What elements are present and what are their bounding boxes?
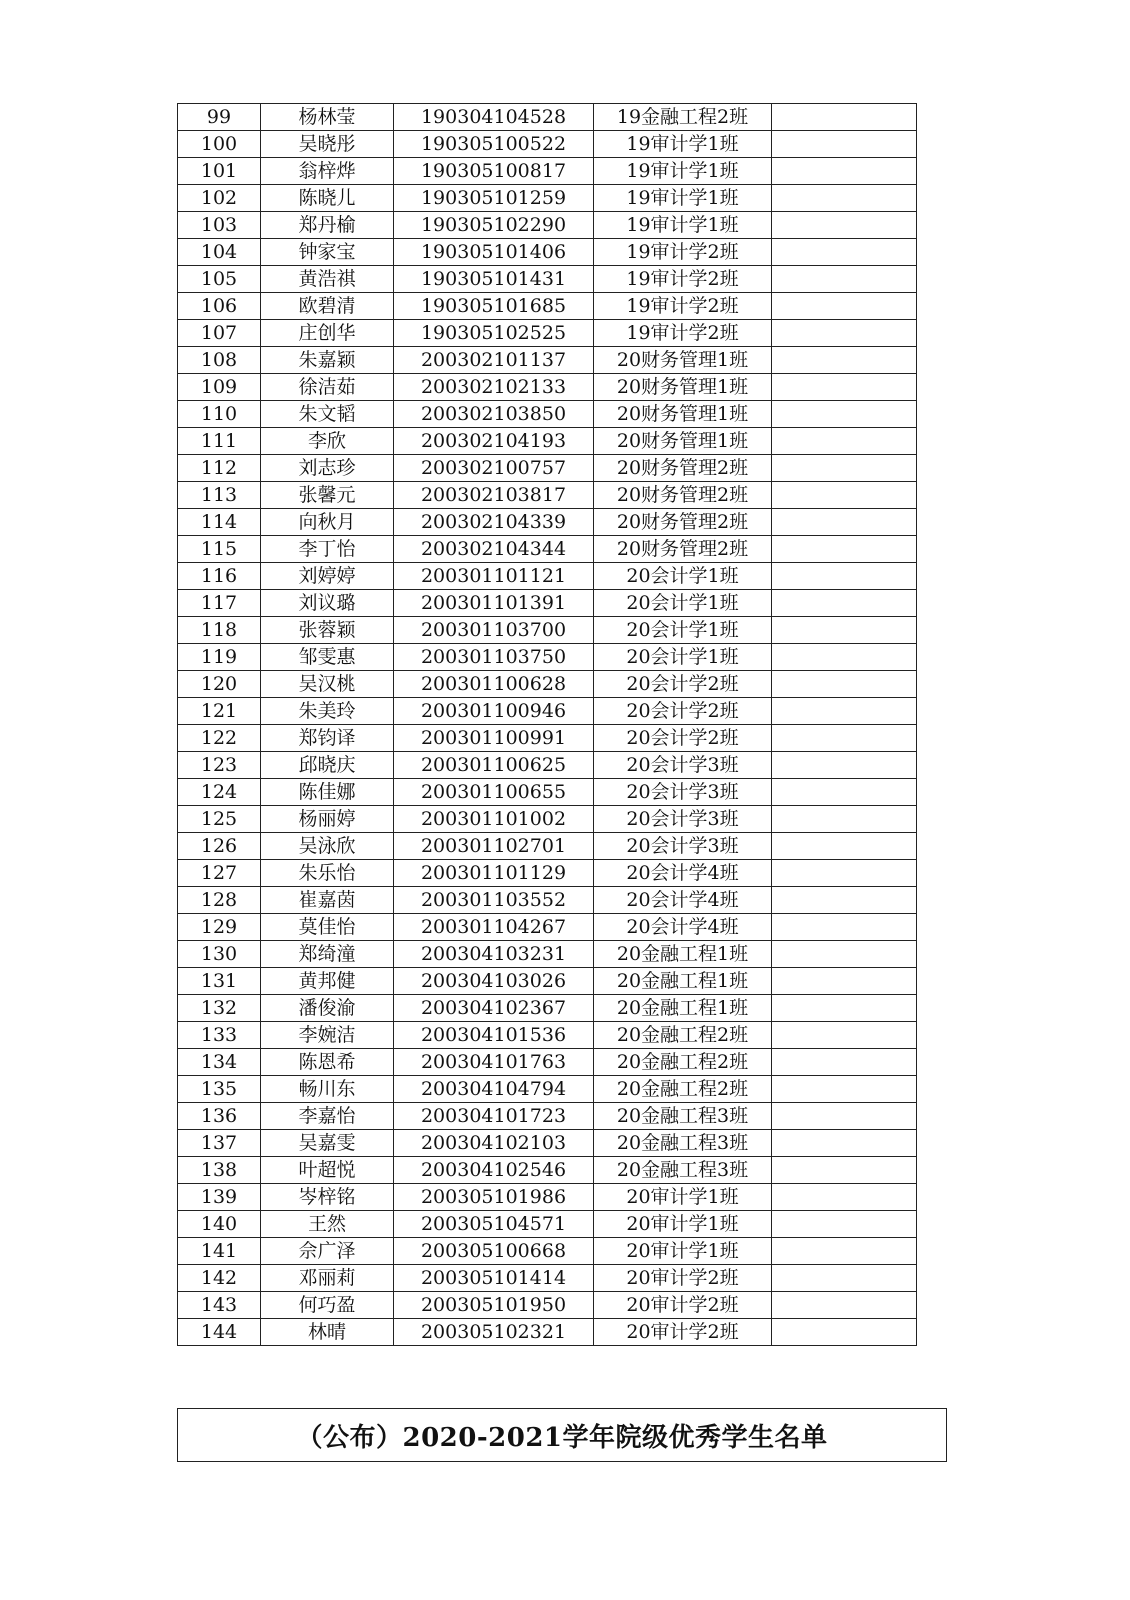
student-id-cell: 190304104528 bbox=[394, 104, 594, 131]
table-row bbox=[178, 347, 917, 374]
table-row bbox=[178, 725, 917, 752]
student-id-cell: 200304104794 bbox=[394, 1076, 594, 1103]
table-row bbox=[178, 968, 917, 995]
class-name-cell: 20财务管理1班 bbox=[594, 401, 772, 428]
student-id-cell: 200305100668 bbox=[394, 1238, 594, 1265]
class-name-cell: 19审计学1班 bbox=[594, 158, 772, 185]
remark-cell bbox=[772, 833, 917, 860]
class-name-cell: 20审计学2班 bbox=[594, 1292, 772, 1319]
class-name-cell: 20会计学4班 bbox=[594, 860, 772, 887]
class-name-cell: 19审计学2班 bbox=[594, 320, 772, 347]
table-row bbox=[178, 455, 917, 482]
table-row bbox=[178, 374, 917, 401]
class-name-cell: 20金融工程1班 bbox=[594, 995, 772, 1022]
class-name-cell: 20金融工程1班 bbox=[594, 941, 772, 968]
class-name-cell: 20财务管理2班 bbox=[594, 455, 772, 482]
list-title: （公布）2020-2021学年院级优秀学生名单 bbox=[296, 1422, 828, 1453]
remark-cell bbox=[772, 320, 917, 347]
student-id-cell: 200301101002 bbox=[394, 806, 594, 833]
class-name-cell: 20金融工程2班 bbox=[594, 1049, 772, 1076]
table-row bbox=[178, 185, 917, 212]
student-id-cell: 200301100655 bbox=[394, 779, 594, 806]
class-name-cell: 20会计学1班 bbox=[594, 617, 772, 644]
student-name-cell: 杨林莹 bbox=[261, 104, 394, 131]
row-number-cell: 112 bbox=[178, 455, 261, 482]
row-number-cell: 144 bbox=[178, 1319, 261, 1346]
row-number-cell: 135 bbox=[178, 1076, 261, 1103]
student-id-cell: 190305101431 bbox=[394, 266, 594, 293]
table-row bbox=[178, 509, 917, 536]
remark-cell bbox=[772, 1292, 917, 1319]
row-number-cell: 105 bbox=[178, 266, 261, 293]
table-row bbox=[178, 995, 917, 1022]
student-name-cell: 徐洁茹 bbox=[261, 374, 394, 401]
student-id-cell: 200304101723 bbox=[394, 1103, 594, 1130]
row-number-cell: 116 bbox=[178, 563, 261, 590]
class-name-cell: 19审计学2班 bbox=[594, 239, 772, 266]
row-number-cell: 118 bbox=[178, 617, 261, 644]
row-number-cell: 103 bbox=[178, 212, 261, 239]
remark-cell bbox=[772, 1157, 917, 1184]
class-name-cell: 20金融工程2班 bbox=[594, 1022, 772, 1049]
class-name-cell: 20审计学1班 bbox=[594, 1238, 772, 1265]
row-number-cell: 107 bbox=[178, 320, 261, 347]
remark-cell bbox=[772, 185, 917, 212]
student-id-cell: 200304102546 bbox=[394, 1157, 594, 1184]
student-name-cell: 郑绮潼 bbox=[261, 941, 394, 968]
remark-cell bbox=[772, 617, 917, 644]
table-row bbox=[178, 1265, 917, 1292]
student-name-cell: 潘俊渝 bbox=[261, 995, 394, 1022]
class-name-cell: 20审计学2班 bbox=[594, 1319, 772, 1346]
student-id-cell: 200304102103 bbox=[394, 1130, 594, 1157]
row-number-cell: 111 bbox=[178, 428, 261, 455]
student-id-cell: 190305101685 bbox=[394, 293, 594, 320]
student-name-cell: 佘广泽 bbox=[261, 1238, 394, 1265]
student-id-cell: 200304101763 bbox=[394, 1049, 594, 1076]
remark-cell bbox=[772, 1184, 917, 1211]
student-name-cell: 崔嘉茵 bbox=[261, 887, 394, 914]
student-name-cell: 李丁怡 bbox=[261, 536, 394, 563]
row-number-cell: 129 bbox=[178, 914, 261, 941]
table-row bbox=[178, 779, 917, 806]
student-name-cell: 邹雯惠 bbox=[261, 644, 394, 671]
student-id-cell: 200301103750 bbox=[394, 644, 594, 671]
remark-cell bbox=[772, 1130, 917, 1157]
remark-cell bbox=[772, 725, 917, 752]
class-name-cell: 19审计学1班 bbox=[594, 212, 772, 239]
student-name-cell: 朱乐怡 bbox=[261, 860, 394, 887]
student-id-cell: 200304103026 bbox=[394, 968, 594, 995]
class-name-cell: 20财务管理2班 bbox=[594, 482, 772, 509]
table-row bbox=[178, 644, 917, 671]
remark-cell bbox=[772, 1319, 917, 1346]
remark-cell bbox=[772, 401, 917, 428]
table-row bbox=[178, 860, 917, 887]
class-name-cell: 20财务管理2班 bbox=[594, 509, 772, 536]
row-number-cell: 140 bbox=[178, 1211, 261, 1238]
row-number-cell: 139 bbox=[178, 1184, 261, 1211]
student-name-cell: 李欣 bbox=[261, 428, 394, 455]
student-id-cell: 200305104571 bbox=[394, 1211, 594, 1238]
row-number-cell: 114 bbox=[178, 509, 261, 536]
student-id-cell: 200301100628 bbox=[394, 671, 594, 698]
student-name-cell: 翁梓烨 bbox=[261, 158, 394, 185]
student-name-cell: 王然 bbox=[261, 1211, 394, 1238]
table-row bbox=[178, 1103, 917, 1130]
remark-cell bbox=[772, 995, 917, 1022]
class-name-cell: 20会计学1班 bbox=[594, 563, 772, 590]
row-number-cell: 102 bbox=[178, 185, 261, 212]
remark-cell bbox=[772, 563, 917, 590]
table-row bbox=[178, 671, 917, 698]
table-row bbox=[178, 806, 917, 833]
student-id-cell: 200305101986 bbox=[394, 1184, 594, 1211]
class-name-cell: 20会计学1班 bbox=[594, 644, 772, 671]
remark-cell bbox=[772, 1103, 917, 1130]
table-row bbox=[178, 1238, 917, 1265]
remark-cell bbox=[772, 158, 917, 185]
student-name-cell: 黄浩祺 bbox=[261, 266, 394, 293]
student-id-cell: 200302100757 bbox=[394, 455, 594, 482]
student-name-cell: 郑丹榆 bbox=[261, 212, 394, 239]
row-number-cell: 110 bbox=[178, 401, 261, 428]
class-name-cell: 19金融工程2班 bbox=[594, 104, 772, 131]
student-id-cell: 200305102321 bbox=[394, 1319, 594, 1346]
row-number-cell: 115 bbox=[178, 536, 261, 563]
remark-cell bbox=[772, 698, 917, 725]
class-name-cell: 20财务管理1班 bbox=[594, 374, 772, 401]
class-name-cell: 20会计学1班 bbox=[594, 590, 772, 617]
class-name-cell: 20审计学2班 bbox=[594, 1265, 772, 1292]
table-row bbox=[178, 104, 917, 131]
row-number-cell: 127 bbox=[178, 860, 261, 887]
class-name-cell: 20财务管理1班 bbox=[594, 347, 772, 374]
remark-cell bbox=[772, 644, 917, 671]
remark-cell bbox=[772, 779, 917, 806]
table-row bbox=[178, 239, 917, 266]
class-name-cell: 19审计学2班 bbox=[594, 266, 772, 293]
remark-cell bbox=[772, 1049, 917, 1076]
class-name-cell: 20会计学3班 bbox=[594, 779, 772, 806]
student-name-cell: 刘志珍 bbox=[261, 455, 394, 482]
class-name-cell: 19审计学1班 bbox=[594, 131, 772, 158]
student-id-cell: 190305102525 bbox=[394, 320, 594, 347]
class-name-cell: 20金融工程3班 bbox=[594, 1157, 772, 1184]
row-number-cell: 99 bbox=[178, 104, 261, 131]
table-row bbox=[178, 1292, 917, 1319]
student-id-cell: 190305101406 bbox=[394, 239, 594, 266]
table-row bbox=[178, 914, 917, 941]
student-name-cell: 陈晓儿 bbox=[261, 185, 394, 212]
class-name-cell: 19审计学2班 bbox=[594, 293, 772, 320]
student-name-cell: 何巧盈 bbox=[261, 1292, 394, 1319]
remark-cell bbox=[772, 806, 917, 833]
table-row bbox=[178, 266, 917, 293]
row-number-cell: 128 bbox=[178, 887, 261, 914]
table-row bbox=[178, 941, 917, 968]
student-id-cell: 200301103552 bbox=[394, 887, 594, 914]
class-name-cell: 20金融工程3班 bbox=[594, 1103, 772, 1130]
class-name-cell: 20金融工程3班 bbox=[594, 1130, 772, 1157]
row-number-cell: 113 bbox=[178, 482, 261, 509]
table-row bbox=[178, 1157, 917, 1184]
class-name-cell: 20财务管理1班 bbox=[594, 428, 772, 455]
student-table bbox=[177, 103, 917, 1346]
class-name-cell: 20审计学1班 bbox=[594, 1211, 772, 1238]
student-name-cell: 畅川东 bbox=[261, 1076, 394, 1103]
remark-cell bbox=[772, 860, 917, 887]
student-id-cell: 200302101137 bbox=[394, 347, 594, 374]
student-table-body bbox=[178, 104, 917, 1346]
table-row bbox=[178, 212, 917, 239]
student-id-cell: 200301100946 bbox=[394, 698, 594, 725]
student-name-cell: 朱美玲 bbox=[261, 698, 394, 725]
remark-cell bbox=[772, 455, 917, 482]
row-number-cell: 141 bbox=[178, 1238, 261, 1265]
class-name-cell: 20金融工程2班 bbox=[594, 1076, 772, 1103]
class-name-cell: 20会计学3班 bbox=[594, 833, 772, 860]
table-row bbox=[178, 131, 917, 158]
student-id-cell: 200302104344 bbox=[394, 536, 594, 563]
remark-cell bbox=[772, 941, 917, 968]
student-name-cell: 李嘉怡 bbox=[261, 1103, 394, 1130]
student-name-cell: 朱嘉颖 bbox=[261, 347, 394, 374]
row-number-cell: 132 bbox=[178, 995, 261, 1022]
student-id-cell: 200302102133 bbox=[394, 374, 594, 401]
remark-cell bbox=[772, 1076, 917, 1103]
table-row bbox=[178, 428, 917, 455]
row-number-cell: 109 bbox=[178, 374, 261, 401]
row-number-cell: 101 bbox=[178, 158, 261, 185]
student-name-cell: 陈恩希 bbox=[261, 1049, 394, 1076]
student-name-cell: 叶超悦 bbox=[261, 1157, 394, 1184]
table-row bbox=[178, 1319, 917, 1346]
student-id-cell: 200301104267 bbox=[394, 914, 594, 941]
row-number-cell: 142 bbox=[178, 1265, 261, 1292]
row-number-cell: 123 bbox=[178, 752, 261, 779]
row-number-cell: 100 bbox=[178, 131, 261, 158]
table-row bbox=[178, 1211, 917, 1238]
remark-cell bbox=[772, 509, 917, 536]
student-id-cell: 190305102290 bbox=[394, 212, 594, 239]
class-name-cell: 20审计学1班 bbox=[594, 1184, 772, 1211]
student-name-cell: 吴泳欣 bbox=[261, 833, 394, 860]
student-name-cell: 杨丽婷 bbox=[261, 806, 394, 833]
student-id-cell: 200304103231 bbox=[394, 941, 594, 968]
student-name-cell: 庄创华 bbox=[261, 320, 394, 347]
class-name-cell: 20财务管理2班 bbox=[594, 536, 772, 563]
student-id-cell: 200301101129 bbox=[394, 860, 594, 887]
remark-cell bbox=[772, 1238, 917, 1265]
student-name-cell: 张馨元 bbox=[261, 482, 394, 509]
remark-cell bbox=[772, 374, 917, 401]
row-number-cell: 125 bbox=[178, 806, 261, 833]
table-row bbox=[178, 563, 917, 590]
table-row bbox=[178, 482, 917, 509]
remark-cell bbox=[772, 1265, 917, 1292]
student-id-cell: 200301101121 bbox=[394, 563, 594, 590]
table-row bbox=[178, 1076, 917, 1103]
row-number-cell: 106 bbox=[178, 293, 261, 320]
table-row bbox=[178, 320, 917, 347]
table-row bbox=[178, 752, 917, 779]
student-name-cell: 向秋月 bbox=[261, 509, 394, 536]
remark-cell bbox=[772, 104, 917, 131]
remark-cell bbox=[772, 1022, 917, 1049]
student-id-cell: 200301101391 bbox=[394, 590, 594, 617]
student-id-cell: 200304102367 bbox=[394, 995, 594, 1022]
table-row bbox=[178, 1130, 917, 1157]
row-number-cell: 138 bbox=[178, 1157, 261, 1184]
class-name-cell: 20会计学4班 bbox=[594, 887, 772, 914]
row-number-cell: 117 bbox=[178, 590, 261, 617]
student-id-cell: 200302103850 bbox=[394, 401, 594, 428]
remark-cell bbox=[772, 212, 917, 239]
student-name-cell: 陈佳娜 bbox=[261, 779, 394, 806]
student-name-cell: 李婉洁 bbox=[261, 1022, 394, 1049]
class-name-cell: 20会计学4班 bbox=[594, 914, 772, 941]
remark-cell bbox=[772, 293, 917, 320]
student-id-cell: 200302103817 bbox=[394, 482, 594, 509]
table-row bbox=[178, 833, 917, 860]
table-row bbox=[178, 158, 917, 185]
student-id-cell: 200301100625 bbox=[394, 752, 594, 779]
row-number-cell: 120 bbox=[178, 671, 261, 698]
remark-cell bbox=[772, 752, 917, 779]
remark-cell bbox=[772, 266, 917, 293]
student-name-cell: 吴汉桃 bbox=[261, 671, 394, 698]
class-name-cell: 20会计学2班 bbox=[594, 698, 772, 725]
table-row bbox=[178, 536, 917, 563]
student-name-cell: 张蓉颖 bbox=[261, 617, 394, 644]
row-number-cell: 136 bbox=[178, 1103, 261, 1130]
student-name-cell: 吴晓彤 bbox=[261, 131, 394, 158]
student-name-cell: 林晴 bbox=[261, 1319, 394, 1346]
student-name-cell: 刘婷婷 bbox=[261, 563, 394, 590]
student-name-cell: 欧碧清 bbox=[261, 293, 394, 320]
row-number-cell: 126 bbox=[178, 833, 261, 860]
student-id-cell: 200301103700 bbox=[394, 617, 594, 644]
student-name-cell: 邓丽莉 bbox=[261, 1265, 394, 1292]
table-row bbox=[178, 293, 917, 320]
row-number-cell: 133 bbox=[178, 1022, 261, 1049]
student-name-cell: 黄邦健 bbox=[261, 968, 394, 995]
list-title-box bbox=[177, 1408, 947, 1462]
student-id-cell: 200304101536 bbox=[394, 1022, 594, 1049]
student-name-cell: 岑梓铭 bbox=[261, 1184, 394, 1211]
row-number-cell: 124 bbox=[178, 779, 261, 806]
student-id-cell: 190305101259 bbox=[394, 185, 594, 212]
student-id-cell: 200301100991 bbox=[394, 725, 594, 752]
row-number-cell: 121 bbox=[178, 698, 261, 725]
student-name-cell: 钟家宝 bbox=[261, 239, 394, 266]
table-row bbox=[178, 1049, 917, 1076]
remark-cell bbox=[772, 239, 917, 266]
remark-cell bbox=[772, 536, 917, 563]
student-id-cell: 200302104339 bbox=[394, 509, 594, 536]
student-name-cell: 吴嘉雯 bbox=[261, 1130, 394, 1157]
row-number-cell: 143 bbox=[178, 1292, 261, 1319]
class-name-cell: 20会计学2班 bbox=[594, 725, 772, 752]
class-name-cell: 20金融工程1班 bbox=[594, 968, 772, 995]
student-id-cell: 200305101414 bbox=[394, 1265, 594, 1292]
student-id-cell: 200301102701 bbox=[394, 833, 594, 860]
student-name-cell: 刘议璐 bbox=[261, 590, 394, 617]
student-id-cell: 200305101950 bbox=[394, 1292, 594, 1319]
remark-cell bbox=[772, 968, 917, 995]
table-row bbox=[178, 887, 917, 914]
row-number-cell: 130 bbox=[178, 941, 261, 968]
student-name-cell: 邱晓庆 bbox=[261, 752, 394, 779]
remark-cell bbox=[772, 131, 917, 158]
remark-cell bbox=[772, 671, 917, 698]
student-name-cell: 朱文韬 bbox=[261, 401, 394, 428]
row-number-cell: 137 bbox=[178, 1130, 261, 1157]
remark-cell bbox=[772, 887, 917, 914]
student-id-cell: 190305100817 bbox=[394, 158, 594, 185]
table-row bbox=[178, 401, 917, 428]
student-id-cell: 190305100522 bbox=[394, 131, 594, 158]
row-number-cell: 119 bbox=[178, 644, 261, 671]
class-name-cell: 20会计学3班 bbox=[594, 806, 772, 833]
remark-cell bbox=[772, 482, 917, 509]
student-name-cell: 郑钧译 bbox=[261, 725, 394, 752]
remark-cell bbox=[772, 914, 917, 941]
table-row bbox=[178, 590, 917, 617]
table-row bbox=[178, 1022, 917, 1049]
remark-cell bbox=[772, 428, 917, 455]
row-number-cell: 134 bbox=[178, 1049, 261, 1076]
table-row bbox=[178, 698, 917, 725]
remark-cell bbox=[772, 590, 917, 617]
row-number-cell: 104 bbox=[178, 239, 261, 266]
row-number-cell: 122 bbox=[178, 725, 261, 752]
table-row bbox=[178, 1184, 917, 1211]
student-name-cell: 莫佳怡 bbox=[261, 914, 394, 941]
class-name-cell: 20会计学3班 bbox=[594, 752, 772, 779]
student-id-cell: 200302104193 bbox=[394, 428, 594, 455]
row-number-cell: 131 bbox=[178, 968, 261, 995]
remark-cell bbox=[772, 1211, 917, 1238]
class-name-cell: 20会计学2班 bbox=[594, 671, 772, 698]
row-number-cell: 108 bbox=[178, 347, 261, 374]
class-name-cell: 19审计学1班 bbox=[594, 185, 772, 212]
table-row bbox=[178, 617, 917, 644]
remark-cell bbox=[772, 347, 917, 374]
